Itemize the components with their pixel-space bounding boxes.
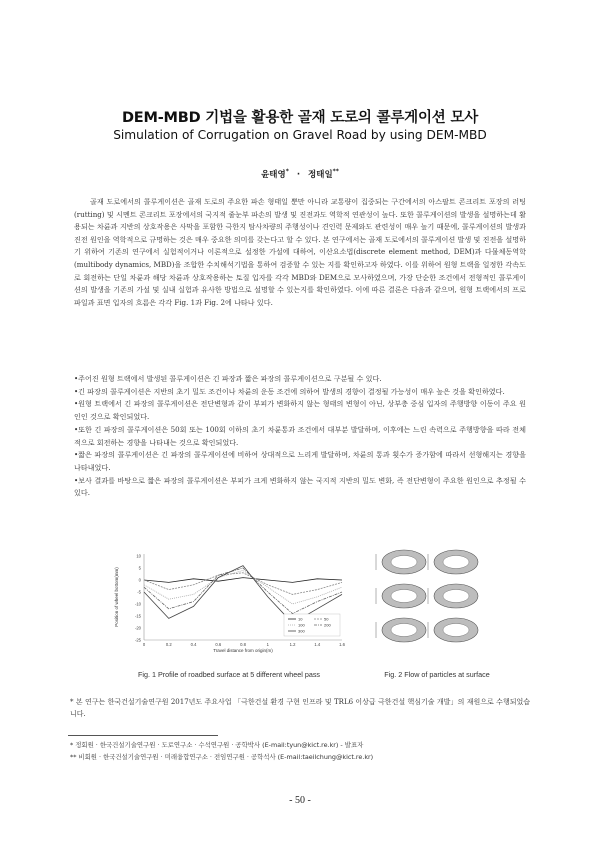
y-axis-label: Position of wheel bottom(mm) — [114, 567, 119, 627]
x-tick-label: 1.2 — [289, 642, 296, 647]
particle-flow-figure — [368, 548, 490, 658]
x-tick-label: 0 — [142, 642, 146, 647]
x-tick-label: 0.2 — [165, 642, 172, 647]
author-1-mark: * — [285, 168, 289, 176]
figure-2-caption: Fig. 2 Flow of particles at surface — [384, 670, 490, 679]
legend-label: 10 — [298, 616, 303, 622]
chart-legend — [284, 614, 340, 636]
figure-2 — [368, 548, 490, 658]
footnote-2: ** 비회원 · 한국건설기술연구원 · 미래융합연구소 · 전임연구원 · 공학석사 (E-mail:taeilchung@kict.re.kr) — [70, 753, 374, 761]
x-tick-label: 1.4 — [314, 642, 321, 647]
conclusion-item: •짧은 파장의 콜루게이션은 긴 파장의 콜루게이션에 비하여 상대적으로 느리게 발달하며, 차륜의 통과 횟수가 증가함에 따라서 선형해지는 경향을 나타내었다. — [74, 450, 526, 472]
x-tick-label: 0.6 — [215, 642, 222, 647]
track-inner — [391, 590, 417, 603]
page-number: - 50 - — [289, 795, 311, 806]
y-tick-label: 5 — [138, 565, 141, 571]
author-1: 윤태영 — [261, 170, 286, 180]
conclusion-item: •보사 결과를 바탕으로 짧은 파장의 콜루게이션은 부피가 크게 변화하지 않는 국지적 지반의 밀도 변화, 즉 전단변형이 주요한 원인으로 추정될 수 있다. — [74, 475, 526, 498]
x-tick-label: 0.8 — [240, 642, 246, 647]
author-2: 정태일 — [308, 170, 333, 180]
y-tick-label: -25 — [134, 637, 141, 643]
figure-1-caption: Fig. 1 Profile of roadbed surface at 5 different wheel pass — [137, 670, 321, 679]
x-axis-label: Travel distance from origin(m) — [213, 648, 273, 653]
legend-label: 50 — [324, 616, 329, 622]
footnote-1: * 정회원 · 한국건설기술연구원 · 도로연구소 · 수석연구원 · 공학박사 (E-mail:tyun@kict.re.kr) - 발표자 — [70, 741, 364, 749]
track-inner — [443, 624, 469, 637]
y-tick-label: 0 — [138, 577, 141, 583]
legend-label: 300 — [298, 628, 305, 634]
legend-label: 200 — [324, 622, 331, 628]
y-tick-label: -5 — [137, 589, 141, 595]
author-separator: · — [296, 170, 301, 180]
x-tick-label: 1.6 — [339, 642, 345, 647]
x-tick-label: 1 — [266, 642, 269, 647]
x-tick-label: 0.4 — [190, 642, 197, 647]
track-inner — [391, 624, 417, 637]
korean-title: DEM-MBD 기법을 활용한 골재 도로의 콜루게이션 모사 — [121, 110, 479, 126]
footnote-divider — [68, 735, 218, 736]
conclusion-list — [74, 373, 526, 500]
y-tick-label: -20 — [134, 625, 141, 631]
acknowledgement: * 본 연구는 한국건설기술연구원 2017년도 주요사업 「극한건설 환경 구현 인프라 및 TRL6 이상급 극한건설 핵심기술 개발」의 재원으로 수행되었습니다. — [70, 698, 530, 718]
conclusion-item: •또한 긴 파장의 콜루게이션은 50회 또는 100회 이하의 초기 차륜통과 조건에서 대부분 발달하며, 이후에는 느린 속력으로 주행방향을 따라 전체적으로 회전하는 경향을 나타내는 것으로 확인되었다. — [74, 424, 526, 447]
abstract: 골재 도로에서의 콜루게이션은 골재 도로의 주요한 파손 형태일 뿐만 아니라 교통량이 집중되는 구간에서의 아스팔트 콘크리트 포장의 러팅(rutting) 및 시멘트 콘크리트 포장에서의 국지적 줄눈부 파손의 발생 및 진전과도 역학적 연관성이 높다. 또한 콜루게이션의 발생을 설명하는데 활용되는 차륜과 지반의 상호작용은 사막을 포함한 극한지 탐사차량의 주행성이나 견인력 문제와도 관련성이 매우 높기 때문에, 콜루게이션의 발생과 진전 원인을 역학적으로 규명하는 것은 매우 중요한 의미를 갖는다고 할 수 있다. 본 연구에서는 골재 도로에서의 콜루게이션 발생 및 진전을 설명하기 위하여 기존의 연구에서 실험적이거나 이론적으로 설정한 가설에 대하여, 이산요소법(discrete element method, DEM)과 다물체동역학(multibody dynamics, MBD)을 조합한 수치해석기법을 통하여 검증할 수 있는 지를 확인하고자 하였다. 이를 위하여 원형 트랙을 일정한 각속도로 회전하는 단일 차륜과 해당 차륜과 상호작용하는 토질 입자를 각각 MBD와 DEM으로 모사하였으며, 가장 단순한 조건에서 전형적인 콜루게이션의 발생을 기존의 가설 및 실내 실험과 유사한 방법으로 설명할 수 있는지를 확인하였다. 이에 따른 결론은 다음과 같으며, 원형 트랙에서의 프로파일과 표면 입자의 흐름은 각각 Fig. 1과 Fig. 2에 나타나 있다. — [74, 197, 526, 307]
legend-label: 100 — [298, 622, 305, 628]
conclusion-item: •긴 파장의 콜루게이션은 지반의 초기 밀도 조건이나 차륜의 운동 조건에 의하여 발생의 경향이 결정될 가능성이 매우 높은 것을 확인하였다. — [74, 386, 505, 396]
author-2-mark: ** — [332, 168, 339, 176]
authors — [0, 168, 600, 180]
profile-chart — [104, 548, 354, 658]
track-inner — [391, 556, 417, 569]
conclusion-item: •원형 트랙에서 긴 파장의 콜루게이션은 전단변형과 같이 부피가 변화하지 않는 형태의 변형이 아닌, 상부층 중심 입자의 주행방향 이동이 주요 원인인 것으로 확인되었다. — [74, 399, 526, 422]
y-tick-label: -15 — [134, 613, 141, 619]
track-inner — [443, 590, 469, 603]
y-tick-label: 10 — [136, 553, 141, 559]
conclusion-item: •주어진 원형 트랙에서 발생된 콜루게이션은 긴 파장과 짧은 파장의 콜루게이션으로 구분될 수 있다. — [74, 374, 382, 383]
y-tick-label: -10 — [134, 601, 141, 607]
figure-1 — [104, 548, 354, 658]
english-title: Simulation of Corrugation on Gravel Road by using DEM-MBD — [113, 128, 487, 142]
track-inner — [443, 556, 469, 569]
